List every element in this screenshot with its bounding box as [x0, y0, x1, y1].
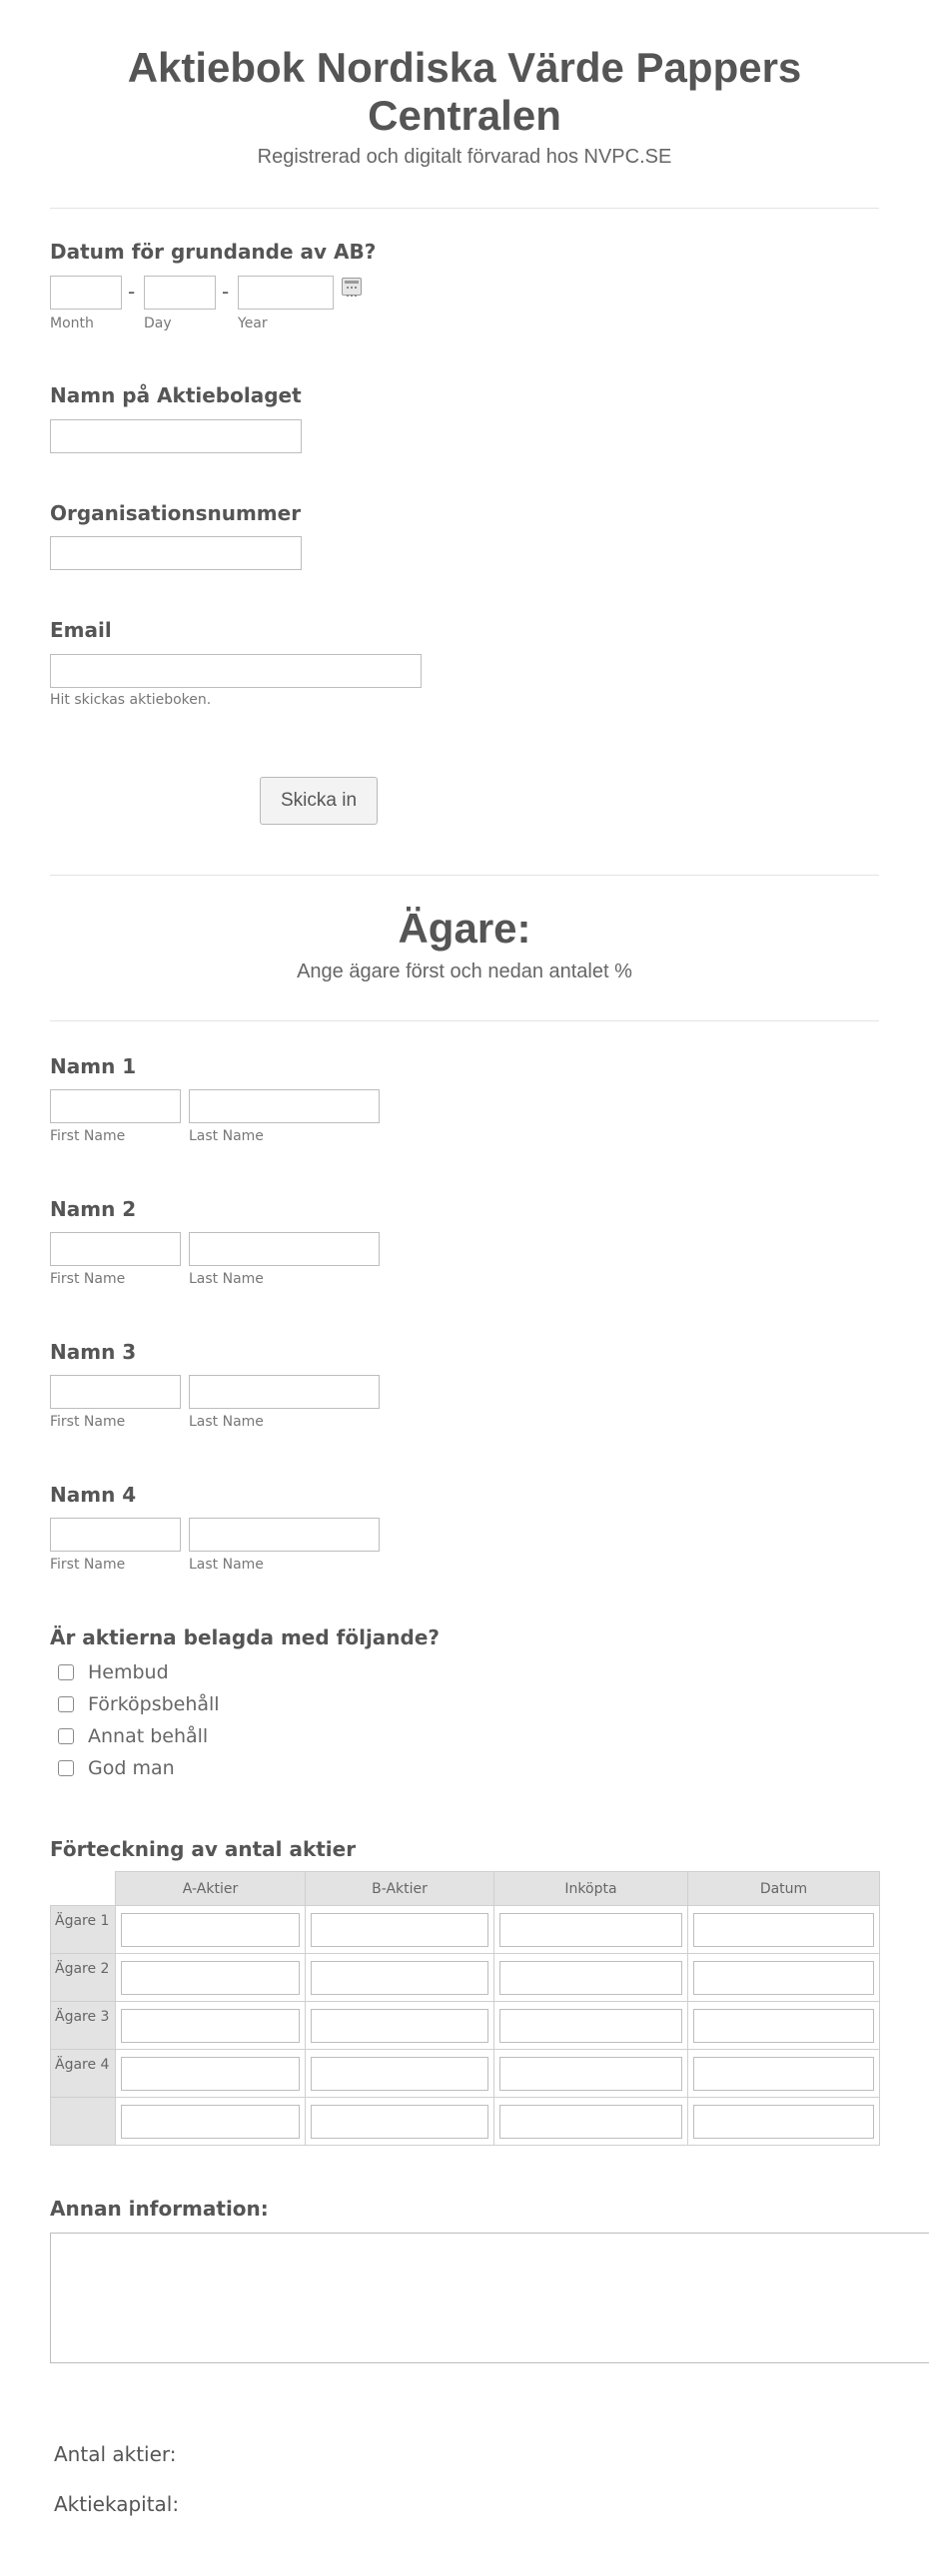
year-sublabel: Year [238, 316, 268, 331]
a-shares-input[interactable] [121, 1913, 300, 1947]
page-title: Aktiebok Nordiska Värde Pappers Centralen [127, 44, 802, 139]
b-shares-input[interactable] [311, 2105, 488, 2139]
checkbox[interactable] [58, 1728, 74, 1744]
checkbox-label: God man [88, 1757, 175, 1779]
b-shares-input[interactable] [311, 2009, 488, 2043]
other-info-textarea[interactable] [50, 2233, 929, 2363]
date-separator: - [128, 280, 136, 304]
checkbox-option-god-man[interactable] [58, 1754, 175, 1782]
purchased-input[interactable] [499, 2105, 682, 2139]
table-row [51, 2098, 880, 2146]
column-header: Inköpta [494, 1872, 688, 1906]
owners-subtitle: Ange ägare först och nedan antalet % [297, 961, 632, 982]
date-input[interactable] [693, 2105, 874, 2139]
company-name-input[interactable] [50, 419, 302, 453]
last-name-sublabel-3: Last Name [189, 1414, 264, 1430]
founding-date-label: Datum för grundande av AB? [50, 240, 377, 264]
org-number-label: Organisationsnummer [50, 501, 302, 525]
checkbox[interactable] [58, 1760, 74, 1776]
checkbox-option-hembud[interactable] [58, 1658, 169, 1686]
column-header: B-Aktier [306, 1872, 494, 1906]
table-row [51, 2002, 880, 2050]
day-sublabel: Day [144, 316, 172, 331]
day-input[interactable] [144, 276, 216, 310]
email-input[interactable] [50, 654, 422, 688]
first-name-input-1[interactable] [50, 1089, 181, 1123]
shares-table [50, 1871, 880, 2146]
a-shares-input[interactable] [121, 2057, 300, 2091]
column-header: Datum [688, 1872, 880, 1906]
org-number-input[interactable] [50, 536, 302, 570]
row-header: Ägare 3 [51, 2002, 116, 2050]
table-row [51, 2050, 880, 2098]
table-row [51, 1906, 880, 1954]
last-name-input-2[interactable] [189, 1232, 380, 1266]
b-shares-input[interactable] [311, 1961, 488, 1995]
purchased-input[interactable] [499, 2009, 682, 2043]
email-label: Email [50, 618, 112, 642]
date-input[interactable] [693, 1913, 874, 1947]
date-input[interactable] [693, 2009, 874, 2043]
checkbox-label: Hembud [88, 1661, 169, 1683]
owner-name-label-2: Namn 2 [50, 1197, 137, 1221]
owner-name-label-4: Namn 4 [50, 1483, 137, 1507]
divider [50, 875, 879, 876]
first-name-input-4[interactable] [50, 1518, 181, 1552]
first-name-sublabel-2: First Name [50, 1271, 126, 1287]
first-name-sublabel-4: First Name [50, 1557, 126, 1573]
last-name-sublabel-1: Last Name [189, 1128, 264, 1144]
checkbox-option-forkopsbehall[interactable] [58, 1690, 220, 1718]
page-subtitle: Registrerad och digitalt förvarad hos NVPC.SE [257, 146, 672, 168]
owner-name-label-1: Namn 1 [50, 1054, 137, 1078]
share-capital-label: Aktiekapital: [54, 2492, 180, 2516]
shares-table-label: Förteckning av antal aktier [50, 1837, 357, 1861]
company-name-label: Namn på Aktiebolaget [50, 383, 302, 407]
b-shares-input[interactable] [311, 2057, 488, 2091]
b-shares-input[interactable] [311, 1913, 488, 1947]
last-name-input-4[interactable] [189, 1518, 380, 1552]
table-row [51, 1954, 880, 2002]
first-name-input-2[interactable] [50, 1232, 181, 1266]
checkbox[interactable] [58, 1664, 74, 1680]
checkbox-label: Annat behåll [88, 1725, 209, 1747]
checkbox-label: Förköpsbehåll [88, 1693, 220, 1715]
total-shares-label: Antal aktier: [54, 2442, 177, 2466]
last-name-sublabel-2: Last Name [189, 1271, 264, 1287]
divider [50, 208, 879, 209]
owner-name-label-3: Namn 3 [50, 1340, 137, 1364]
submit-button[interactable]: Skicka in [260, 777, 378, 825]
first-name-sublabel-3: First Name [50, 1414, 126, 1430]
encumbrances-label: Är aktierna belagda med följande? [50, 1625, 441, 1649]
divider [50, 1020, 879, 1021]
month-sublabel: Month [50, 316, 94, 331]
last-name-input-1[interactable] [189, 1089, 380, 1123]
a-shares-input[interactable] [121, 2105, 300, 2139]
email-help-text: Hit skickas aktieboken. [50, 692, 212, 708]
row-header: Ägare 2 [51, 1954, 116, 2002]
year-input[interactable] [238, 276, 334, 310]
row-header: Ägare 4 [51, 2050, 116, 2098]
date-input[interactable] [693, 1961, 874, 1995]
calendar-icon[interactable] [342, 278, 362, 296]
a-shares-input[interactable] [121, 2009, 300, 2043]
last-name-input-3[interactable] [189, 1375, 380, 1409]
purchased-input[interactable] [499, 1913, 682, 1947]
a-shares-input[interactable] [121, 1961, 300, 1995]
last-name-sublabel-4: Last Name [189, 1557, 264, 1573]
table-corner [51, 1872, 116, 1906]
purchased-input[interactable] [499, 2057, 682, 2091]
row-header: Ägare 1 [51, 1906, 116, 1954]
checkbox-option-annat-behall[interactable] [58, 1722, 208, 1750]
purchased-input[interactable] [499, 1961, 682, 1995]
other-info-label: Annan information: [50, 2197, 269, 2221]
month-input[interactable] [50, 276, 122, 310]
owners-title: Ägare: [398, 905, 531, 952]
first-name-input-3[interactable] [50, 1375, 181, 1409]
column-header: A-Aktier [116, 1872, 306, 1906]
first-name-sublabel-1: First Name [50, 1128, 126, 1144]
row-header [51, 2098, 116, 2146]
date-input[interactable] [693, 2057, 874, 2091]
checkbox[interactable] [58, 1696, 74, 1712]
date-separator: - [222, 280, 230, 304]
